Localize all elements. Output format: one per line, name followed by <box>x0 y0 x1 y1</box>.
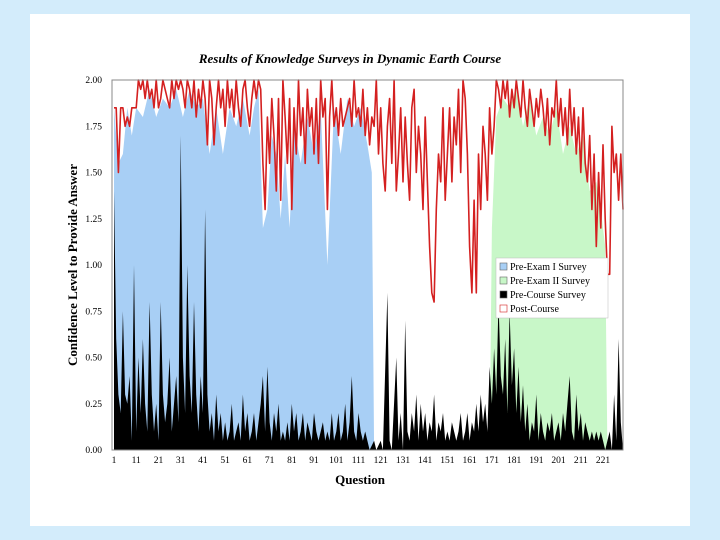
x-tick-label: 81 <box>287 456 297 466</box>
legend <box>496 258 608 318</box>
legend-label: Post-Course <box>510 304 559 315</box>
series-pre-exam-i-survey-area <box>114 89 374 450</box>
x-tick-label: 151 <box>440 456 455 466</box>
x-tick-label: 111 <box>351 456 366 466</box>
x-tick-label: 201 <box>551 456 566 466</box>
y-tick-label: 0.75 <box>85 307 102 318</box>
x-tick-label: 221 <box>595 456 611 466</box>
legend-label: Pre-Exam II Survey <box>510 276 590 287</box>
x-tick-label: 71 <box>264 456 275 466</box>
y-tick-label: 0.25 <box>85 399 102 410</box>
x-tick-label: 181 <box>506 456 522 466</box>
x-tick-label: 21 <box>153 456 164 466</box>
y-tick-label: 1.25 <box>85 214 102 225</box>
y-tick-label: 1.00 <box>85 261 102 271</box>
y-tick-label: 1.50 <box>85 168 102 179</box>
x-tick-label: 161 <box>462 456 477 466</box>
x-tick-label: 121 <box>373 456 388 466</box>
x-tick-label: 211 <box>573 456 588 466</box>
slide-panel <box>30 14 690 526</box>
x-tick-label: 91 <box>309 456 319 466</box>
x-tick-label: 191 <box>529 456 544 466</box>
x-tick-label: 51 <box>220 456 230 466</box>
x-tick-label: 11 <box>131 456 141 466</box>
y-tick-label: 0.50 <box>85 353 102 364</box>
x-axis-ticks <box>112 456 611 466</box>
x-tick-label: 1 <box>111 456 117 466</box>
legend-swatch <box>500 291 507 298</box>
y-axis-ticks <box>85 76 102 456</box>
x-tick-label: 101 <box>329 456 344 466</box>
x-tick-label: 171 <box>484 456 499 466</box>
y-tick-label: 0.00 <box>85 446 102 456</box>
x-tick-label: 131 <box>395 456 411 466</box>
x-tick-label: 41 <box>198 456 208 466</box>
legend-label: Pre-Course Survey <box>510 290 586 301</box>
chart <box>30 14 690 526</box>
x-tick-label: 31 <box>175 456 186 466</box>
legend-swatch <box>500 277 507 284</box>
x-tick-label: 141 <box>418 456 433 466</box>
chart-title: Results of Knowledge Surveys in Dynamic Earth Course <box>198 51 502 66</box>
y-tick-label: 2.00 <box>85 76 102 86</box>
x-tick-label: 61 <box>242 456 253 466</box>
y-axis-title: Confidence Level to Provide Answer <box>65 164 80 366</box>
x-axis-title: Question <box>335 472 385 487</box>
legend-label: Pre-Exam I Survey <box>510 262 587 273</box>
legend-swatch <box>500 305 507 312</box>
y-tick-label: 1.75 <box>85 122 102 133</box>
legend-swatch <box>500 263 507 270</box>
